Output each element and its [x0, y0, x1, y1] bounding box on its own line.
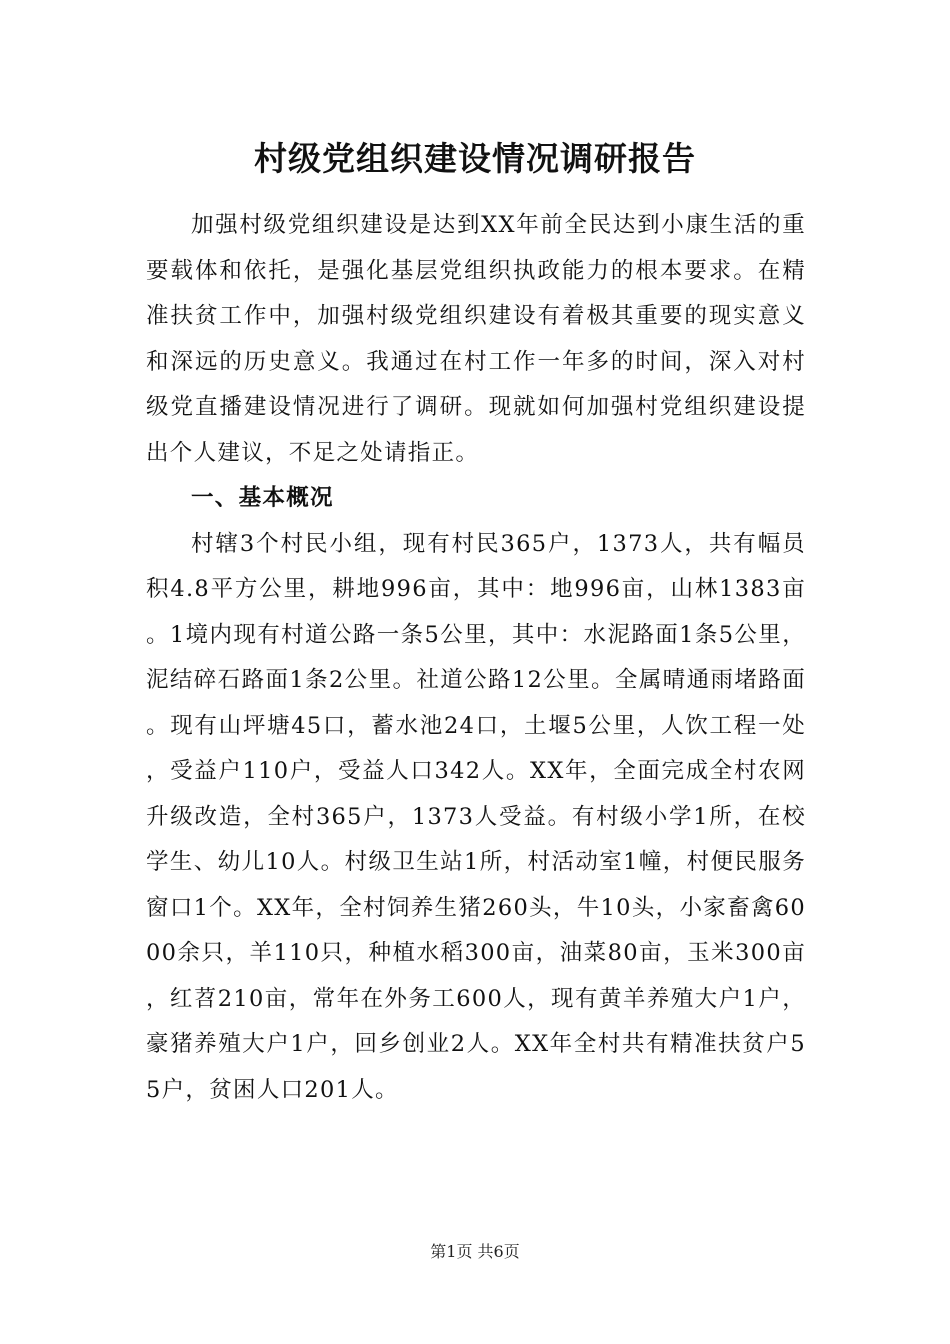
section-heading-basic-overview: 一、基本概况	[191, 485, 334, 511]
document-title: 村级党组织建设情况调研报告	[254, 139, 696, 178]
intro-paragraph: 加强村级党组织建设是达到XX年前全民达到小康生活的重要载体和依托，是强化基层党组织执政能力的根本要求。在精准扶贫工作中，加强村级党组织建设有着极其重要的现实意义和深远的历史意义。我通过在村工作一年多的时间，深入对村级党直播建设情况进行了调研。现就如何加强村党组织建设提出个人建议，不足之处请指正。	[146, 212, 806, 466]
page-number-footer: 第1页 共6页	[430, 1242, 520, 1261]
document-body	[146, 203, 806, 1113]
section-paragraph-basic-overview: 村辖3个村民小组，现有村民365户，1373人，共有幅员积4.8平方公里，耕地996亩，其中：地996亩，山林1383亩。1境内现有村道公路一条5公里，其中：水泥路面1条5公里，泥结碎石路面1条2公里。社道公路12公里。全属晴通雨堵路面。现有山坪塘45口，蓄水池24口，土堰5公里，人饮工程一处，受益户110户，受益人口342人。XX年，全面完成全村农网升级改造，全村365户，1373人受益。有村级小学1所，在校学生、幼儿10人。村级卫生站1所，村活动室1幢，村便民服务窗口1个。XX年，全村饲养生猪260头，牛10头，小家畜禽6000余只，羊110只，种植水稻300亩，油菜80亩，玉米300亩，红苕210亩，常年在外务工600人，现有黄羊养殖大户1户，豪猪养殖大户1户，回乡创业2人。XX年全村共有精准扶贫户55户，贫困人口201人。	[146, 530, 806, 1103]
